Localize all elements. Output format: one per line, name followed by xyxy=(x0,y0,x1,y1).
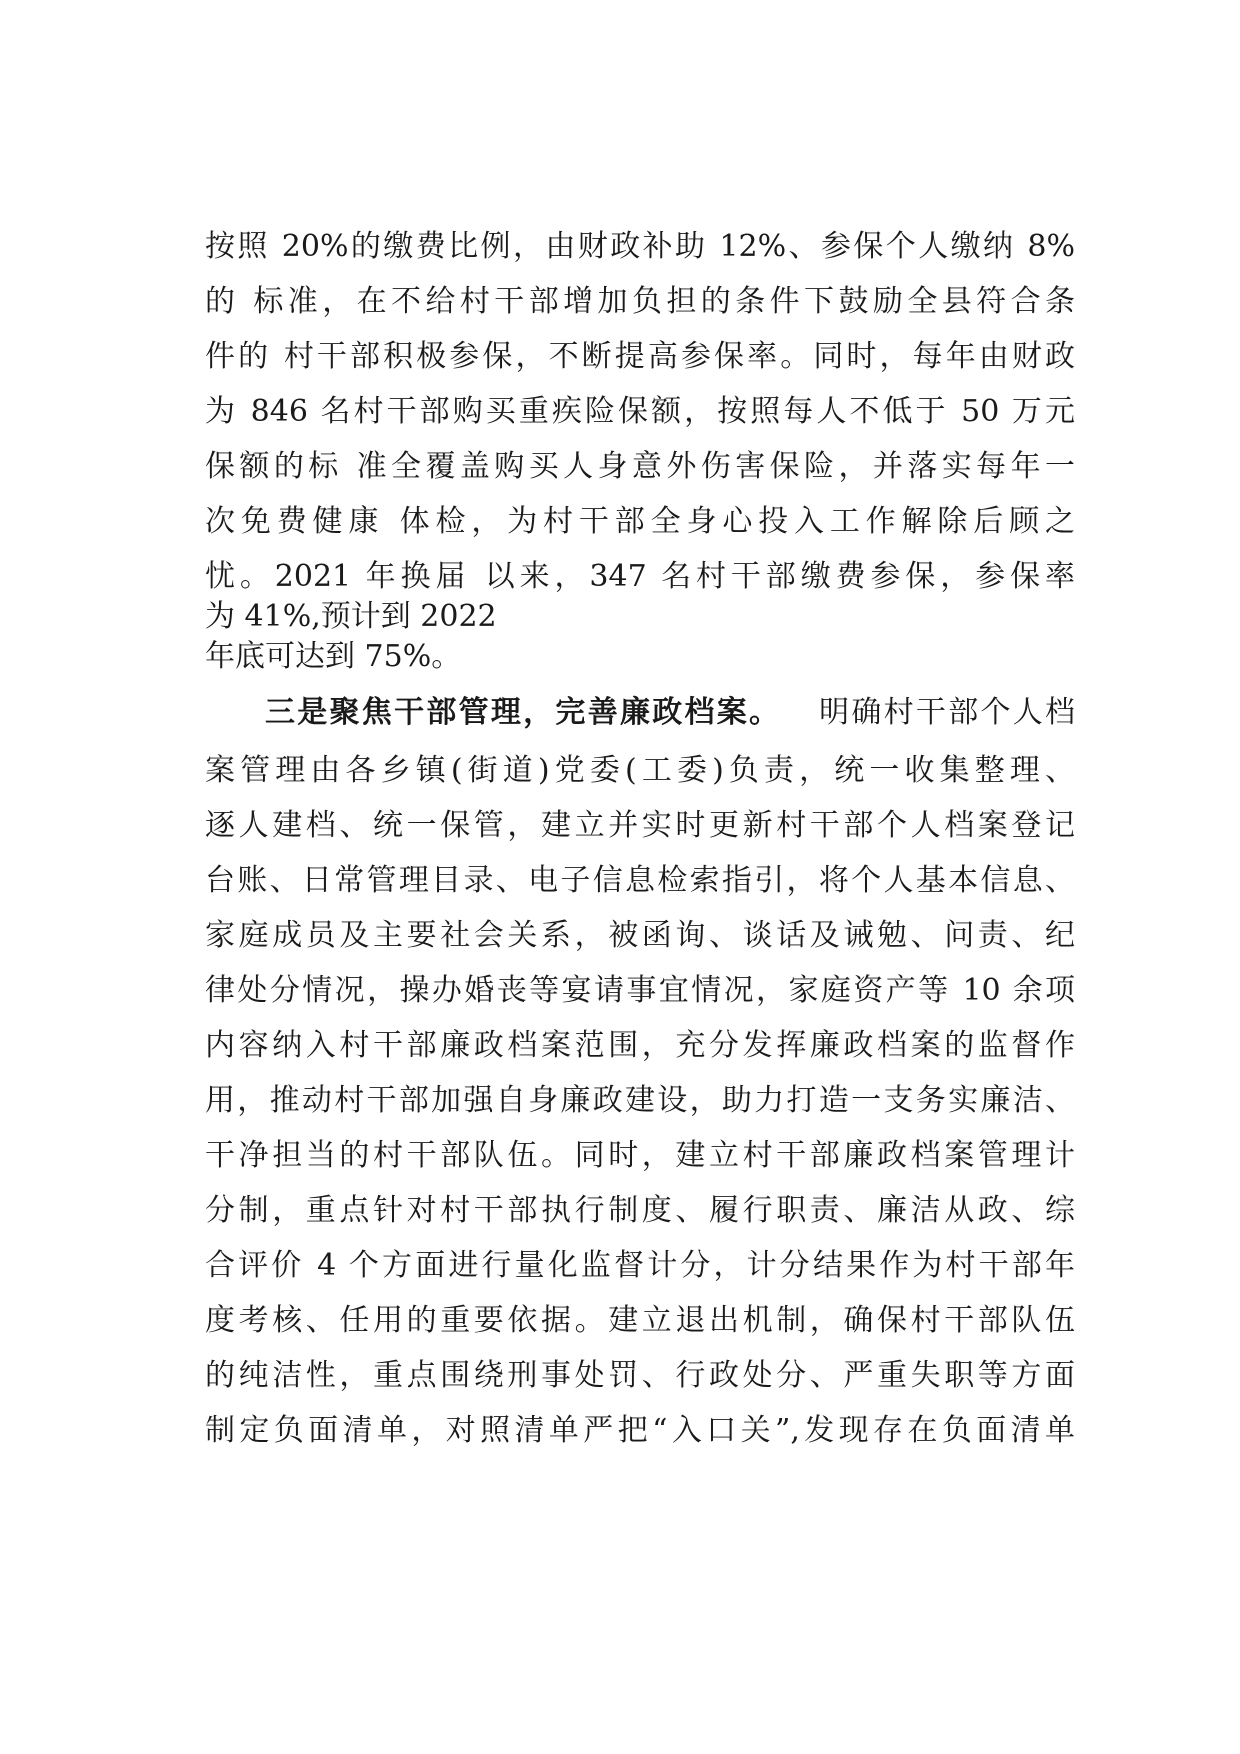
body-text-line: 的 标准，在不给村干部增加负担的条件下鼓励全县符合条 xyxy=(205,284,1075,319)
section-heading: 三是聚焦干部管理，完善廉政档案。 xyxy=(265,695,782,730)
body-text-line: 件的 村干部积极参保，不断提高参保率。同时，每年由财政 xyxy=(205,339,1075,374)
body-text-line: 制定负面清单，对照清单严把“入口关”,发现存在负面清单 xyxy=(205,1413,1075,1448)
body-text-line: 为 846 名村干部购买重疾险保额，按照每人不低于 50 万元 xyxy=(205,394,1075,429)
body-text-line: 合评价 4 个方面进行量化监督计分，计分结果作为村干部年 xyxy=(205,1248,1075,1283)
body-text-line: 年底可达到 75%。 xyxy=(205,639,462,674)
body-text-line: 内容纳入村干部廉政档案范围，充分发挥廉政档案的监督作 xyxy=(205,1028,1075,1063)
body-text-line: 为 41%,预计到 2022 xyxy=(205,599,497,634)
body-text-line: 次免费健康 体检，为村干部全身心投入工作解除后顾之 xyxy=(205,504,1075,539)
body-text-line: 分制，重点针对村干部执行制度、履行职责、廉洁从政、综 xyxy=(205,1193,1075,1228)
body-text-line: 逐人建档、统一保管，建立并实时更新村干部个人档案登记 xyxy=(205,808,1075,843)
body-text-line: 家庭成员及主要社会关系，被函询、谈话及诫勉、问责、纪 xyxy=(205,918,1075,953)
body-text-line: 干净担当的村干部队伍。同时，建立村干部廉政档案管理计 xyxy=(205,1138,1075,1173)
body-text-line: 台账、日常管理目录、电子信息检索指引，将个人基本信息、 xyxy=(205,863,1075,898)
body-text-line: 的纯洁性，重点围绕刑事处罚、行政处分、严重失职等方面 xyxy=(205,1358,1075,1393)
body-text-line: 保额的标 准全覆盖购买人身意外伤害保险，并落实每年一 xyxy=(205,449,1075,484)
body-text-line: 度考核、任用的重要依据。建立退出机制，确保村干部队伍 xyxy=(205,1303,1075,1338)
body-text-line: 用，推动村干部加强自身廉政建设，助力打造一支务实廉洁、 xyxy=(205,1083,1075,1118)
body-text-line: 忧。2021 年换届 以来，347 名村干部缴费参保，参保率 xyxy=(205,559,1075,594)
body-text-line: 案管理由各乡镇(街道)党委(工委)负责，统一收集整理、 xyxy=(205,753,1075,788)
body-text-span: 明确村干部个人档 xyxy=(819,695,1076,730)
section-heading-line xyxy=(265,696,1075,730)
body-text-line: 按照 20%的缴费比例，由财政补助 12%、参保个人缴纳 8% xyxy=(205,229,1075,264)
body-text-line: 律处分情况，操办婚丧等宴请事宜情况，家庭资产等 10 余项 xyxy=(205,973,1075,1008)
